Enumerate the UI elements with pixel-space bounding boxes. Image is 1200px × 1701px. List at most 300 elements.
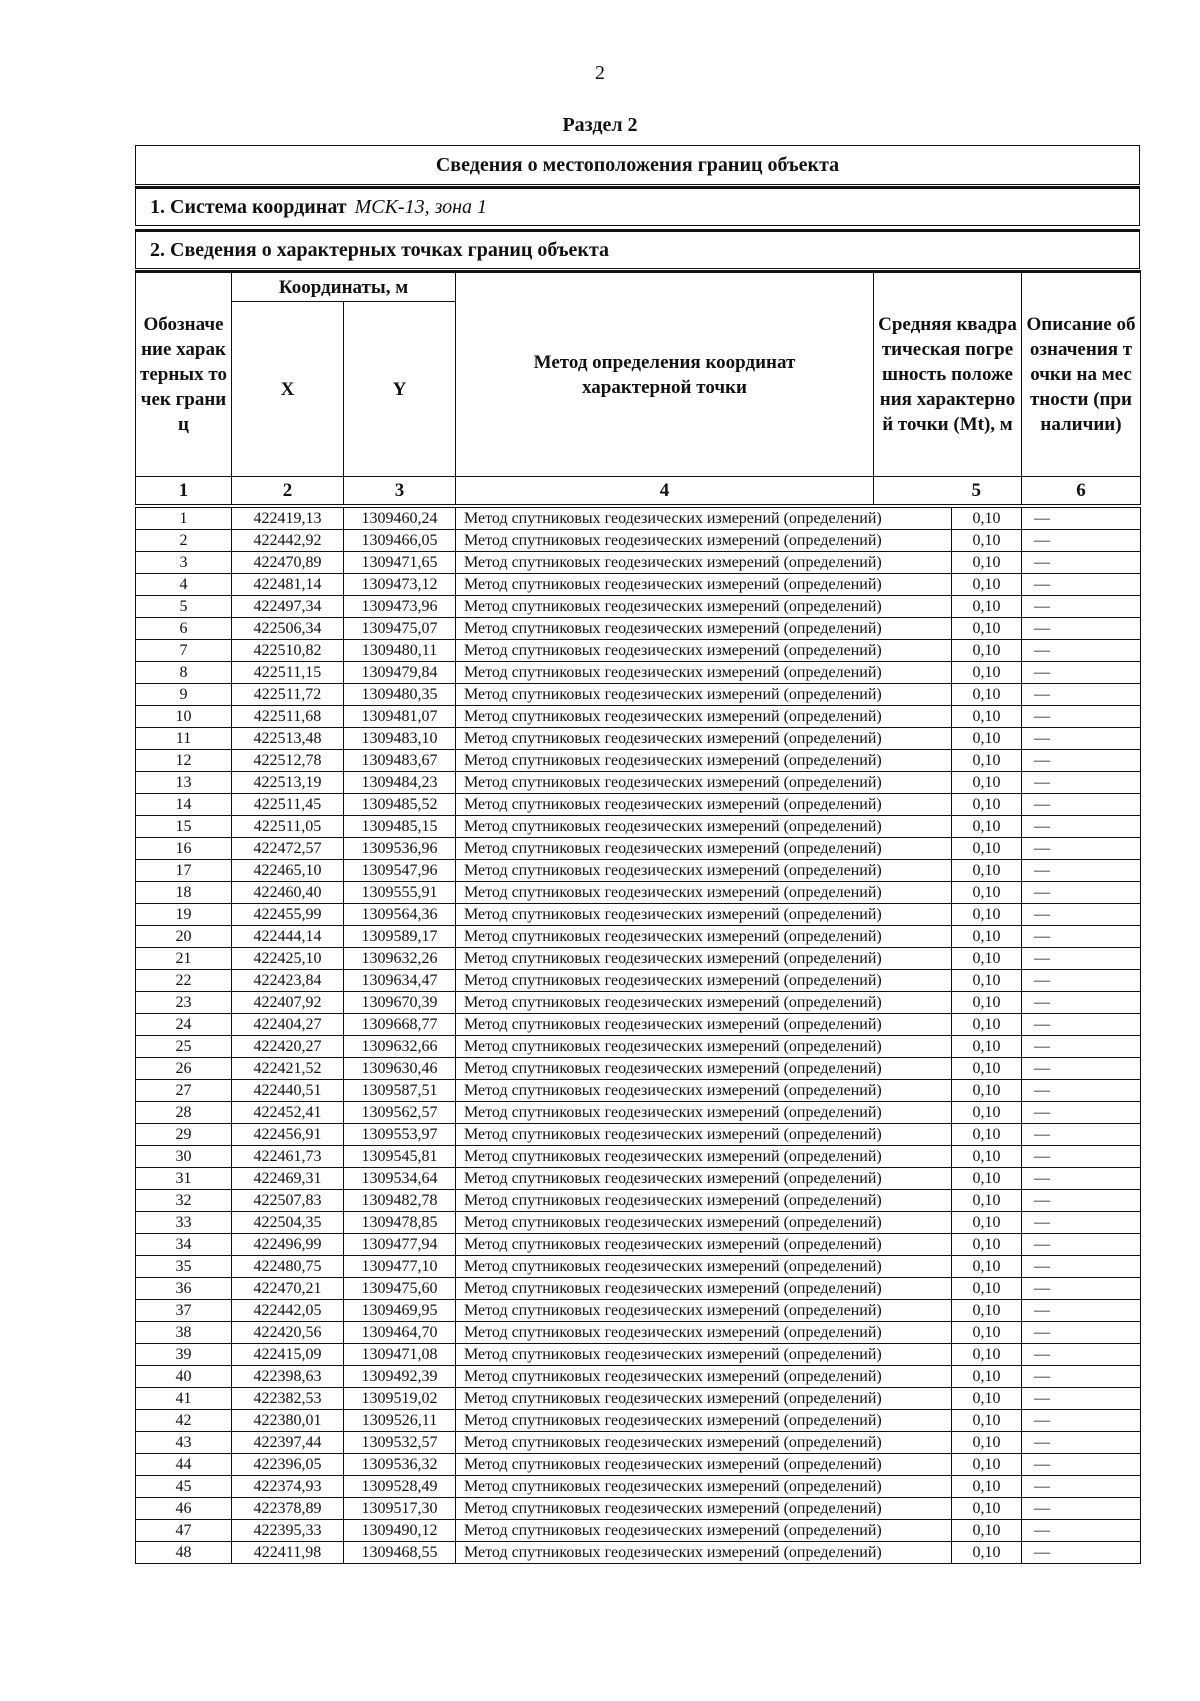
method-cell: Метод спутниковых геодезических измерений (определений): [456, 992, 952, 1014]
point-number-cell: 13: [136, 772, 232, 794]
y-coordinate-cell: 1309562,57: [344, 1102, 456, 1124]
y-coordinate-cell: 1309490,12: [344, 1520, 456, 1542]
x-coordinate-cell: 422511,45: [232, 794, 344, 816]
table-row: [136, 838, 1141, 860]
point-number-cell: 42: [136, 1410, 232, 1432]
method-cell: Метод спутниковых геодезических измерений (определений): [456, 1344, 952, 1366]
point-number-cell: 34: [136, 1234, 232, 1256]
method-cell: Метод спутниковых геодезических измерений (определений): [456, 1388, 952, 1410]
x-coordinate-cell: 422460,40: [232, 882, 344, 904]
point-number-cell: 18: [136, 882, 232, 904]
description-cell: —: [1022, 1036, 1141, 1058]
table-row: [136, 1146, 1141, 1168]
point-number-cell: 39: [136, 1344, 232, 1366]
table-row: [136, 794, 1141, 816]
x-coordinate-cell: 422497,34: [232, 596, 344, 618]
y-coordinate-cell: 1309485,15: [344, 816, 456, 838]
method-cell: Метод спутниковых геодезических измерений (определений): [456, 1300, 952, 1322]
table-row: [136, 1498, 1141, 1520]
point-number-cell: 5: [136, 596, 232, 618]
method-cell: Метод спутниковых геодезических измерений (определений): [456, 1080, 952, 1102]
method-cell: Метод спутниковых геодезических измерений (определений): [456, 530, 952, 552]
x-coordinate-cell: 422415,09: [232, 1344, 344, 1366]
x-coordinate-cell: 422510,82: [232, 640, 344, 662]
description-cell: —: [1022, 1344, 1141, 1366]
error-cell: 0,10: [952, 1168, 1022, 1190]
description-cell: —: [1022, 1234, 1141, 1256]
y-coordinate-cell: 1309477,94: [344, 1234, 456, 1256]
description-cell: —: [1022, 1124, 1141, 1146]
method-cell: Метод спутниковых геодезических измерений (определений): [456, 508, 952, 530]
column-number-row: [136, 477, 1141, 505]
description-cell: —: [1022, 1520, 1141, 1542]
x-coordinate-cell: 422469,31: [232, 1168, 344, 1190]
y-coordinate-cell: 1309555,91: [344, 882, 456, 904]
description-cell: —: [1022, 970, 1141, 992]
table-row: [136, 640, 1141, 662]
y-coordinate-cell: 1309471,08: [344, 1344, 456, 1366]
method-cell: Метод спутниковых геодезических измерений (определений): [456, 552, 952, 574]
x-coordinate-cell: 422480,75: [232, 1256, 344, 1278]
document-title-text: Сведения о местоположения границ объекта: [435, 153, 840, 176]
point-number-cell: 27: [136, 1080, 232, 1102]
method-cell: Метод спутниковых геодезических измерений (определений): [456, 1542, 952, 1564]
table-row: [136, 1388, 1141, 1410]
table-row: [136, 1410, 1141, 1432]
table-row: [136, 1124, 1141, 1146]
error-cell: 0,10: [952, 706, 1022, 728]
point-number-cell: 30: [136, 1146, 232, 1168]
error-cell: 0,10: [952, 882, 1022, 904]
method-cell: Метод спутниковых геодезических измерений (определений): [456, 1432, 952, 1454]
x-coordinate-cell: 422419,13: [232, 508, 344, 530]
x-coordinate-cell: 422378,89: [232, 1498, 344, 1520]
method-cell: Метод спутниковых геодезических измерений (определений): [456, 640, 952, 662]
method-cell: Метод спутниковых геодезических измерений (определений): [456, 860, 952, 882]
description-cell: —: [1022, 1168, 1141, 1190]
table-row: [136, 750, 1141, 772]
y-coordinate-cell: 1309473,96: [344, 596, 456, 618]
method-cell: Метод спутниковых геодезических измерений (определений): [456, 948, 952, 970]
column-number: 4: [456, 477, 874, 505]
table-row: [136, 596, 1141, 618]
y-coordinate-cell: 1309483,10: [344, 728, 456, 750]
description-cell: —: [1022, 1058, 1141, 1080]
y-coordinate-cell: 1309536,96: [344, 838, 456, 860]
y-coordinate-cell: 1309475,60: [344, 1278, 456, 1300]
table-row: [136, 1080, 1141, 1102]
y-coordinate-cell: 1309634,47: [344, 970, 456, 992]
point-number-cell: 15: [136, 816, 232, 838]
description-cell: —: [1022, 684, 1141, 706]
x-coordinate-cell: 422511,68: [232, 706, 344, 728]
point-number-cell: 7: [136, 640, 232, 662]
description-cell: —: [1022, 1476, 1141, 1498]
column-number: 6: [1022, 477, 1141, 505]
description-cell: —: [1022, 1322, 1141, 1344]
method-cell: Метод спутниковых геодезических измерений (определений): [456, 1520, 952, 1542]
point-number-cell: 33: [136, 1212, 232, 1234]
x-coordinate-cell: 422442,05: [232, 1300, 344, 1322]
description-cell: —: [1022, 1410, 1141, 1432]
column-error: Средняя квадратическая погрешность положения характерной точки (Mt), м: [874, 272, 1022, 477]
table-row: [136, 1322, 1141, 1344]
y-coordinate-cell: 1309587,51: [344, 1080, 456, 1102]
x-coordinate-cell: 422420,56: [232, 1322, 344, 1344]
error-cell: 0,10: [952, 1190, 1022, 1212]
x-coordinate-cell: 422512,78: [232, 750, 344, 772]
column-designation: Обозначение характерных точек границ: [136, 272, 232, 477]
table-row: [136, 1212, 1141, 1234]
error-cell: 0,10: [952, 552, 1022, 574]
point-number-cell: 17: [136, 860, 232, 882]
error-cell: 0,10: [952, 1278, 1022, 1300]
table-row: [136, 816, 1141, 838]
error-cell: 0,10: [952, 1234, 1022, 1256]
table-row: [136, 1234, 1141, 1256]
x-coordinate-cell: 422461,73: [232, 1146, 344, 1168]
coordinate-system: [135, 186, 1140, 226]
description-cell: —: [1022, 1190, 1141, 1212]
description-cell: —: [1022, 1432, 1141, 1454]
table-row: [136, 684, 1141, 706]
y-coordinate-cell: 1309526,11: [344, 1410, 456, 1432]
error-cell: 0,10: [952, 772, 1022, 794]
error-cell: 0,10: [952, 838, 1022, 860]
method-cell: Метод спутниковых геодезических измерений (определений): [456, 596, 952, 618]
x-coordinate-cell: 422465,10: [232, 860, 344, 882]
point-number-cell: 45: [136, 1476, 232, 1498]
y-coordinate-cell: 1309528,49: [344, 1476, 456, 1498]
error-cell: 0,10: [952, 794, 1022, 816]
error-cell: 0,10: [952, 1058, 1022, 1080]
description-cell: —: [1022, 574, 1141, 596]
method-cell: Метод спутниковых геодезических измерений (определений): [456, 1058, 952, 1080]
y-coordinate-cell: 1309480,35: [344, 684, 456, 706]
error-cell: 0,10: [952, 1080, 1022, 1102]
method-cell: Метод спутниковых геодезических измерений (определений): [456, 1366, 952, 1388]
method-cell: Метод спутниковых геодезических измерений (определений): [456, 772, 952, 794]
y-coordinate-cell: 1309479,84: [344, 662, 456, 684]
error-cell: 0,10: [952, 728, 1022, 750]
point-number-cell: 19: [136, 904, 232, 926]
point-number-cell: 16: [136, 838, 232, 860]
table-row: [136, 574, 1141, 596]
point-number-cell: 46: [136, 1498, 232, 1520]
table-row: [136, 882, 1141, 904]
x-coordinate-cell: 422380,01: [232, 1410, 344, 1432]
y-coordinate-cell: 1309482,78: [344, 1190, 456, 1212]
point-number-cell: 37: [136, 1300, 232, 1322]
x-coordinate-cell: 422444,14: [232, 926, 344, 948]
description-cell: —: [1022, 596, 1141, 618]
error-cell: 0,10: [952, 1344, 1022, 1366]
error-cell: 0,10: [952, 860, 1022, 882]
method-cell: Метод спутниковых геодезических измерений (определений): [456, 926, 952, 948]
y-coordinate-cell: 1309536,32: [344, 1454, 456, 1476]
y-coordinate-cell: 1309545,81: [344, 1146, 456, 1168]
column-number: 5: [874, 477, 1022, 505]
method-cell: Метод спутниковых геодезических измерений (определений): [456, 1498, 952, 1520]
error-cell: 0,10: [952, 1036, 1022, 1058]
method-cell: Метод спутниковых геодезических измерений (определений): [456, 1036, 952, 1058]
y-coordinate-cell: 1309475,07: [344, 618, 456, 640]
method-cell: Метод спутниковых геодезических измерений (определений): [456, 838, 952, 860]
column-coordinates: Координаты, м: [232, 272, 456, 302]
x-coordinate-cell: 422507,83: [232, 1190, 344, 1212]
error-cell: 0,10: [952, 1520, 1022, 1542]
point-number-cell: 38: [136, 1322, 232, 1344]
table-row: [136, 772, 1141, 794]
x-coordinate-cell: 422470,21: [232, 1278, 344, 1300]
x-coordinate-cell: 422395,33: [232, 1520, 344, 1542]
method-cell: Метод спутниковых геодезических измерений (определений): [456, 882, 952, 904]
description-cell: —: [1022, 1542, 1141, 1564]
x-coordinate-cell: 422511,15: [232, 662, 344, 684]
x-coordinate-cell: 422513,48: [232, 728, 344, 750]
table-row: [136, 860, 1141, 882]
x-coordinate-cell: 422506,34: [232, 618, 344, 640]
column-number: 2: [232, 477, 344, 505]
error-cell: 0,10: [952, 1542, 1022, 1564]
x-coordinate-cell: 422420,27: [232, 1036, 344, 1058]
y-coordinate-cell: 1309485,52: [344, 794, 456, 816]
x-coordinate-cell: 422513,19: [232, 772, 344, 794]
error-cell: 0,10: [952, 1498, 1022, 1520]
description-cell: —: [1022, 926, 1141, 948]
x-coordinate-cell: 422470,89: [232, 552, 344, 574]
error-cell: 0,10: [952, 508, 1022, 530]
y-coordinate-cell: 1309553,97: [344, 1124, 456, 1146]
point-number-cell: 6: [136, 618, 232, 640]
description-cell: —: [1022, 860, 1141, 882]
column-y: Y: [344, 302, 456, 477]
method-cell: Метод спутниковых геодезических измерений (определений): [456, 1322, 952, 1344]
description-cell: —: [1022, 1454, 1141, 1476]
error-cell: 0,10: [952, 574, 1022, 596]
point-number-cell: 1: [136, 508, 232, 530]
coordinates-table: [135, 507, 1141, 1564]
y-coordinate-cell: 1309468,55: [344, 1542, 456, 1564]
table-row: [136, 530, 1141, 552]
y-coordinate-cell: 1309630,46: [344, 1058, 456, 1080]
table-row: [136, 992, 1141, 1014]
y-coordinate-cell: 1309547,96: [344, 860, 456, 882]
error-cell: 0,10: [952, 816, 1022, 838]
description-cell: —: [1022, 1212, 1141, 1234]
error-cell: 0,10: [952, 1212, 1022, 1234]
x-coordinate-cell: 422511,05: [232, 816, 344, 838]
description-cell: —: [1022, 1102, 1141, 1124]
x-coordinate-cell: 422472,57: [232, 838, 344, 860]
table-row: [136, 1300, 1141, 1322]
method-cell: Метод спутниковых геодезических измерений (определений): [456, 1256, 952, 1278]
method-cell: Метод спутниковых геодезических измерений (определений): [456, 1190, 952, 1212]
table-row: [136, 1014, 1141, 1036]
coordinate-system-value: МСК-13, зона 1: [354, 195, 488, 218]
description-cell: —: [1022, 948, 1141, 970]
error-cell: 0,10: [952, 662, 1022, 684]
table-row: [136, 1366, 1141, 1388]
column-description: Описание обозначения точки на местности (при наличии): [1022, 272, 1141, 477]
description-cell: —: [1022, 1300, 1141, 1322]
method-cell: Метод спутниковых геодезических измерений (определений): [456, 706, 952, 728]
error-cell: 0,10: [952, 992, 1022, 1014]
description-cell: —: [1022, 508, 1141, 530]
point-number-cell: 32: [136, 1190, 232, 1212]
description-cell: —: [1022, 882, 1141, 904]
method-cell: Метод спутниковых геодезических измерений (определений): [456, 618, 952, 640]
description-cell: —: [1022, 618, 1141, 640]
point-number-cell: 22: [136, 970, 232, 992]
table-row: [136, 1256, 1141, 1278]
error-cell: 0,10: [952, 1432, 1022, 1454]
point-number-cell: 2: [136, 530, 232, 552]
table-row: [136, 926, 1141, 948]
error-cell: 0,10: [952, 530, 1022, 552]
column-header-table: [135, 270, 1141, 505]
method-cell: Метод спутниковых геодезических измерений (определений): [456, 1014, 952, 1036]
point-number-cell: 35: [136, 1256, 232, 1278]
y-coordinate-cell: 1309484,23: [344, 772, 456, 794]
y-coordinate-cell: 1309668,77: [344, 1014, 456, 1036]
point-number-cell: 36: [136, 1278, 232, 1300]
point-number-cell: 12: [136, 750, 232, 772]
description-cell: —: [1022, 816, 1141, 838]
x-coordinate-cell: 422421,52: [232, 1058, 344, 1080]
description-cell: —: [1022, 794, 1141, 816]
y-coordinate-cell: 1309473,12: [344, 574, 456, 596]
points-title-text: 2. Сведения о характерных точках границ объекта: [150, 238, 610, 261]
y-coordinate-cell: 1309471,65: [344, 552, 456, 574]
description-cell: —: [1022, 1366, 1141, 1388]
x-coordinate-cell: 422397,44: [232, 1432, 344, 1454]
method-cell: Метод спутниковых геодезических измерений (определений): [456, 1476, 952, 1498]
error-cell: 0,10: [952, 970, 1022, 992]
y-coordinate-cell: 1309483,67: [344, 750, 456, 772]
table-row: [136, 948, 1141, 970]
method-cell: Метод спутниковых геодезических измерений (определений): [456, 816, 952, 838]
point-number-cell: 9: [136, 684, 232, 706]
table-row: [136, 970, 1141, 992]
error-cell: 0,10: [952, 1410, 1022, 1432]
description-cell: —: [1022, 904, 1141, 926]
method-cell: Метод спутниковых геодезических измерений (определений): [456, 1146, 952, 1168]
point-number-cell: 48: [136, 1542, 232, 1564]
method-cell: Метод спутниковых геодезических измерений (определений): [456, 1410, 952, 1432]
description-cell: —: [1022, 838, 1141, 860]
error-cell: 0,10: [952, 1388, 1022, 1410]
y-coordinate-cell: 1309464,70: [344, 1322, 456, 1344]
point-number-cell: 41: [136, 1388, 232, 1410]
point-number-cell: 4: [136, 574, 232, 596]
error-cell: 0,10: [952, 1476, 1022, 1498]
point-number-cell: 14: [136, 794, 232, 816]
point-number-cell: 20: [136, 926, 232, 948]
y-coordinate-cell: 1309564,36: [344, 904, 456, 926]
point-number-cell: 47: [136, 1520, 232, 1542]
table-row: [136, 1520, 1141, 1542]
description-cell: —: [1022, 662, 1141, 684]
description-cell: —: [1022, 1080, 1141, 1102]
method-cell: Метод спутниковых геодезических измерений (определений): [456, 662, 952, 684]
y-coordinate-cell: 1309480,11: [344, 640, 456, 662]
table-row: [136, 706, 1141, 728]
x-coordinate-cell: 422374,93: [232, 1476, 344, 1498]
error-cell: 0,10: [952, 684, 1022, 706]
point-number-cell: 31: [136, 1168, 232, 1190]
error-cell: 0,10: [952, 1322, 1022, 1344]
point-number-cell: 26: [136, 1058, 232, 1080]
x-coordinate-cell: 422396,05: [232, 1454, 344, 1476]
error-cell: 0,10: [952, 1146, 1022, 1168]
x-coordinate-cell: 422423,84: [232, 970, 344, 992]
y-coordinate-cell: 1309589,17: [344, 926, 456, 948]
error-cell: 0,10: [952, 618, 1022, 640]
table-row: [136, 1278, 1141, 1300]
x-coordinate-cell: 422456,91: [232, 1124, 344, 1146]
y-coordinate-cell: 1309534,64: [344, 1168, 456, 1190]
y-coordinate-cell: 1309517,30: [344, 1498, 456, 1520]
error-cell: 0,10: [952, 750, 1022, 772]
point-number-cell: 21: [136, 948, 232, 970]
table-row: [136, 1190, 1141, 1212]
point-number-cell: 43: [136, 1432, 232, 1454]
table-row: [136, 508, 1141, 530]
description-cell: —: [1022, 1388, 1141, 1410]
error-cell: 0,10: [952, 596, 1022, 618]
method-cell: Метод спутниковых геодезических измерений (определений): [456, 1212, 952, 1234]
table-row: [136, 728, 1141, 750]
method-cell: Метод спутниковых геодезических измерений (определений): [456, 904, 952, 926]
point-number-cell: 25: [136, 1036, 232, 1058]
table-row: [136, 1058, 1141, 1080]
x-coordinate-cell: 422442,92: [232, 530, 344, 552]
description-cell: —: [1022, 640, 1141, 662]
y-coordinate-cell: 1309477,10: [344, 1256, 456, 1278]
description-cell: —: [1022, 706, 1141, 728]
table-row: [136, 618, 1141, 640]
y-coordinate-cell: 1309532,57: [344, 1432, 456, 1454]
point-number-cell: 3: [136, 552, 232, 574]
method-cell: Метод спутниковых геодезических измерений (определений): [456, 750, 952, 772]
method-cell: Метод спутниковых геодезических измерений (определений): [456, 574, 952, 596]
description-cell: —: [1022, 530, 1141, 552]
method-cell: Метод спутниковых геодезических измерений (определений): [456, 1234, 952, 1256]
point-number-cell: 10: [136, 706, 232, 728]
x-coordinate-cell: 422452,41: [232, 1102, 344, 1124]
description-cell: —: [1022, 728, 1141, 750]
method-cell: Метод спутниковых геодезических измерений (определений): [456, 970, 952, 992]
table-row: [136, 904, 1141, 926]
x-coordinate-cell: 422511,72: [232, 684, 344, 706]
y-coordinate-cell: 1309670,39: [344, 992, 456, 1014]
x-coordinate-cell: 422481,14: [232, 574, 344, 596]
error-cell: 0,10: [952, 1366, 1022, 1388]
y-coordinate-cell: 1309469,95: [344, 1300, 456, 1322]
table-row: [136, 1542, 1141, 1564]
section-title: Раздел 2: [562, 114, 638, 136]
description-cell: —: [1022, 992, 1141, 1014]
x-coordinate-cell: 422455,99: [232, 904, 344, 926]
point-number-cell: 24: [136, 1014, 232, 1036]
table-row: [136, 1432, 1141, 1454]
description-cell: —: [1022, 1256, 1141, 1278]
method-cell: Метод спутниковых геодезических измерений (определений): [456, 1124, 952, 1146]
y-coordinate-cell: 1309632,66: [344, 1036, 456, 1058]
x-coordinate-cell: 422425,10: [232, 948, 344, 970]
column-number: 1: [136, 477, 232, 505]
